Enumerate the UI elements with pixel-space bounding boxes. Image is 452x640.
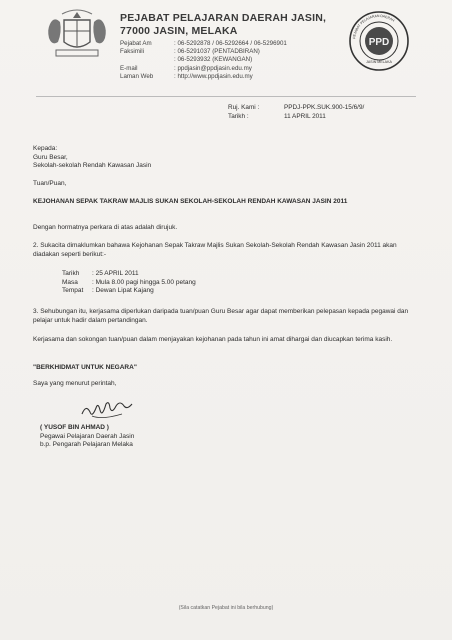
- motto: "BERKHIDMAT UNTUK NEGARA": [33, 364, 137, 371]
- contact-value: : 06-5291037 (PENTADBIRAN): [174, 48, 260, 56]
- salutation: Tuan/Puan,: [33, 180, 67, 187]
- svg-text:JASIN MELAKA: JASIN MELAKA: [366, 60, 392, 64]
- signatory-block: [40, 424, 420, 450]
- detail-row: [62, 270, 362, 279]
- ref-label: Ruj. Kami :: [228, 104, 260, 111]
- date-row: [228, 112, 364, 121]
- reference-block: [228, 103, 364, 121]
- ppd-jasin-seal-logo: [348, 10, 410, 72]
- header-divider: [36, 96, 416, 97]
- contact-label: E-mail: [120, 64, 138, 72]
- recipient-schools: Sekolah-sekolah Rendah Kawasan Jasin: [33, 162, 152, 170]
- contact-row: [120, 40, 287, 48]
- detail-value: : Mula 8.00 pagi hingga 5.00 petang: [92, 278, 196, 286]
- closing-line: Saya yang menurut perintah,: [33, 380, 117, 387]
- paragraph-2: 2. Sukacita dimaklumkan bahawa Kejohanan Sepak Takraw Majlis Sukan Sekolah-Sekolah Rendah Kawasan Jasin 2011 akan diadakan seperti berikut:-: [33, 242, 397, 258]
- letter-subject: KEJOHANAN SEPAK TAKRAW MAJLIS SUKAN SEKOLAH-SEKOLAH RENDAH KAWASAN JASIN 2011: [33, 198, 348, 205]
- svg-text:PPD: PPD: [368, 37, 390, 48]
- ref-value: PPDJ-PPK.SUK.900-15/6/9/: [284, 104, 365, 111]
- detail-value: : Dewan Lipat Kajang: [92, 287, 154, 295]
- recipient-title: Guru Besar,: [33, 153, 68, 161]
- detail-row: [62, 287, 362, 296]
- contact-info: [120, 40, 287, 81]
- contact-label: [120, 56, 174, 64]
- office-name: [120, 12, 326, 38]
- contact-row: [120, 65, 287, 73]
- detail-key: Tempat: [62, 287, 84, 295]
- contact-row: [120, 48, 287, 56]
- kepada-label: Kepada:: [33, 145, 58, 152]
- addressee-block: [33, 145, 413, 171]
- event-details: [62, 270, 362, 296]
- signatory-name: ( YUSOF BIN AHMAD ): [40, 424, 109, 431]
- contact-label: Pejabat Am: [120, 40, 152, 47]
- detail-row: [62, 279, 362, 288]
- reference-row: [228, 103, 364, 112]
- office-name-line1: PEJABAT PELAJARAN DAERAH JASIN,: [120, 12, 327, 24]
- contact-value: : 06-5293932 (KEWANGAN): [174, 56, 253, 64]
- detail-value: : 25 APRIL 2011: [92, 270, 139, 277]
- footer-note: (Sila catatkan Pejabat ini bila berhubung): [178, 605, 274, 611]
- detail-key: Tarikh: [62, 270, 80, 277]
- contact-value: : http://www.ppdjasin.edu.my: [174, 72, 253, 80]
- paragraph-3: 3. Sehubungan itu, kerjasama diperlukan daripada tuan/puan Guru Besar agar dapat memberikan pelepasan kepada pegawai dan pelajar untuk hadir dalam pertandingan.: [33, 308, 409, 324]
- contact-value: : 06-5292878 / 06-5292664 / 06-5296901: [174, 40, 287, 47]
- contact-row: [120, 56, 287, 64]
- paragraph-4: Kerjasama dan sokongan tuan/puan dalam menjayakan kejohanan pada tahun ini amat dihargai dan diucapkan terima kasih.: [33, 336, 393, 343]
- contact-label: Faksimili: [120, 48, 145, 56]
- svg-text:PEJABAT PELAJARAN DAERAH: PEJABAT PELAJARAN DAERAH: [352, 13, 396, 39]
- contact-row: [120, 73, 287, 81]
- contact-value: : ppdjasin@ppdjasin.edu.my: [174, 64, 252, 72]
- contact-label: Laman Web: [120, 72, 154, 80]
- detail-key: Masa: [62, 278, 78, 286]
- signatory-position: Pegawai Pelajaran Daerah Jasin: [40, 432, 135, 440]
- office-address-line: 77000 JASIN, MELAKA: [120, 25, 238, 37]
- signatory-authority: b.p. Pengarah Pelajaran Melaka: [40, 441, 133, 449]
- coat-of-arms-logo: [42, 6, 112, 64]
- handwritten-signature: [78, 400, 138, 422]
- date-value: 11 APRIL 2011: [284, 113, 326, 120]
- paragraph-1: Dengan hormatnya perkara di atas adalah dirujuk.: [33, 224, 178, 231]
- date-label: Tarikh :: [228, 113, 249, 120]
